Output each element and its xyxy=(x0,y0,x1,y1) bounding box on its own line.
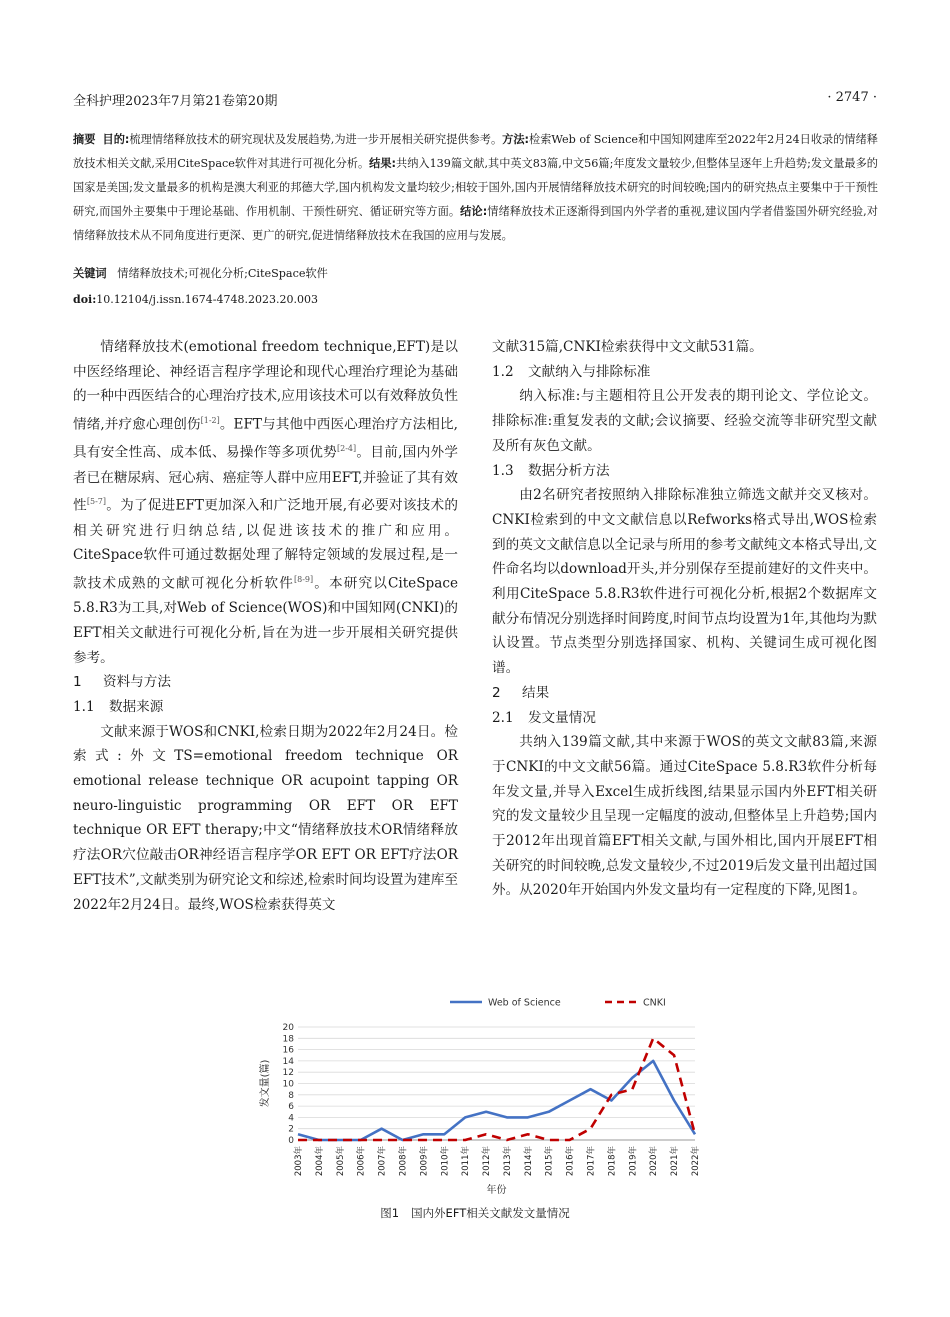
intro-text-1: 情绪释放技术(emotional freedom technique,EFT)是以中医经络理论、神经语言程序学理论和现代心理治疗理论为基础的一种中西医结合的心理治疗技术,应用该技术可以有效释放负性情绪,并疗愈心理创伤 xyxy=(73,339,458,433)
series-line-web-of-science xyxy=(298,1061,695,1140)
x-tick-label: 2007年 xyxy=(377,1146,388,1177)
subsection-number: 1.2 xyxy=(492,363,514,380)
method-text: 检索Web of Science和中国知网建库至2022年2月24日收录的情绪释放技术相关文献,采用CiteSpace软件对其进行可视化分析。 xyxy=(73,133,878,170)
doi-label: doi: xyxy=(73,293,97,306)
subsection-number: 1.1 xyxy=(73,698,95,715)
y-tick-label: 16 xyxy=(282,1045,294,1056)
x-tick-label: 2013年 xyxy=(502,1146,513,1177)
x-tick-label: 2016年 xyxy=(565,1146,576,1177)
objective-label: 目的: xyxy=(102,133,130,146)
y-tick-label: 0 xyxy=(288,1136,294,1146)
intro-paragraph xyxy=(73,335,458,670)
section-number: 1 xyxy=(73,674,82,691)
caption-number: 图1 xyxy=(380,1206,400,1220)
doi-value[interactable]: 10.12104/j.issn.1674-4748.2023.20.003 xyxy=(96,293,318,306)
citation[interactable]: [8-9] xyxy=(294,574,314,584)
publication-volume-paragraph: 共纳入139篇文献,其中来源于WOS的英文文献83篇,来源于CNKI的中文文献56篇。通过CiteSpace 5.8.R3软件分析每年发文量,并导入Excel生成折线图,结果显示国内外EFT相关研究的发文量较少且呈现一定幅度的波动,但整体呈上升趋势;国内于2012年出现首篇EFT相关文献,与国外相比,国内开展EFT相关研究的时间较晚,总发文量较少,不过2019后发文量刊出超过国外。从2020年开始国内外发文量均有一定程度的下降,见图1。 xyxy=(492,734,877,899)
keywords-text: 情绪释放技术;可视化分析;CiteSpace软件 xyxy=(117,267,328,280)
legend-label: CNKI xyxy=(643,997,666,1009)
x-tick-label: 2008年 xyxy=(398,1146,409,1177)
data-source-continuation: 文献315篇,CNKI检索获得中文文献531篇。 xyxy=(492,339,763,355)
left-column xyxy=(73,335,458,917)
x-tick-label: 2021年 xyxy=(670,1146,681,1177)
subsection-heading xyxy=(492,706,877,731)
line-chart xyxy=(255,990,715,1205)
legend-label: Web of Science xyxy=(488,997,561,1009)
objective-text: 梳理情绪释放技术的研究现状及发展趋势,为进一步开展相关研究提供参考。 xyxy=(129,133,503,146)
y-tick-label: 8 xyxy=(288,1090,294,1101)
method-label: 方法: xyxy=(502,133,530,146)
citation[interactable]: [2-4] xyxy=(337,444,357,454)
abstract-label: 摘要 xyxy=(73,133,96,146)
y-tick-label: 18 xyxy=(282,1034,294,1045)
x-tick-label: 2015年 xyxy=(544,1146,555,1177)
x-axis-title: 年份 xyxy=(486,1185,507,1196)
figure-caption xyxy=(0,1205,950,1221)
x-tick-label: 2022年 xyxy=(691,1146,701,1177)
y-tick-label: 6 xyxy=(288,1102,294,1113)
keywords xyxy=(73,264,878,284)
result-text: 共纳入139篇文献,其中英文83篇,中文56篇;年度发文量较少,但整体呈逐年上升趋势;发文量最多的国家是美国;发文量最多的机构是澳大利亚的邦德大学,国内机构发文量均较少;相较于国外,国内开展情绪释放技术研究的时间较晚;国内的研究热点主要集中于干预性研究,而国外主要集中于理论基础、作用机制、干预性研究、循证研究等方面。 xyxy=(73,157,878,218)
x-tick-label: 2006年 xyxy=(356,1146,367,1177)
figure-1 xyxy=(255,990,715,1205)
y-tick-label: 10 xyxy=(282,1079,294,1090)
right-column xyxy=(492,335,877,903)
x-tick-label: 2003年 xyxy=(294,1146,304,1177)
subsection-heading xyxy=(73,695,458,720)
subsection-number: 1.3 xyxy=(492,462,514,479)
section-title: 结果 xyxy=(522,684,550,701)
x-tick-label: 2005年 xyxy=(335,1146,346,1177)
analysis-paragraph: 由2名研究者按照纳入排除标准独立筛选文献并交叉核对。CNKI检索到的中文文献信息以Refworks格式导出,WOS检索到的英文文献信息以全记录与所用的参考文献纯文本格式导出,文件命名均以download开头,并分别保存至提前建好的文件夹中。利用CiteSpace 5.8.R3软件进行可视化分析,根据2个数据库文献分布情况分别选择时间跨度,时间节点均设置为1年,其他均为默认设置。节点类型分别选择国家、机构、关键词生成可视化图谱。 xyxy=(492,487,877,677)
abstract xyxy=(73,128,878,248)
data-source-paragraph: 文献来源于WOS和CNKI,检索日期为2022年2月24日。检索式:外文TS=emotional freedom technique OR emotional release technique OR acupoint tapping OR neuro-linguistic programming OR EFT OR EFT technique OR EFT therapy;中文“情绪释放技术OR情绪释放疗法OR穴位敲击OR神经语言程序学OR EFT OR EFT疗法OR EFT技术”,文献类别为研究论文和综述,检索时间均设置为建库至2022年2月24日。最终,WOS检索获得英文 xyxy=(73,723,458,913)
intro-text-2: 。EFT与其他中西医心理治疗方法相比,具有安全性高、成本低、易操作等多项优势 xyxy=(73,416,458,461)
section-title: 资料与方法 xyxy=(103,674,171,691)
doi xyxy=(73,290,878,310)
caption-text: 国内外EFT相关文献发文量情况 xyxy=(411,1206,570,1220)
y-tick-label: 4 xyxy=(288,1113,294,1124)
keywords-label: 关键词 xyxy=(73,267,107,280)
intro-text-4: 。为了促进EFT更加深入和广泛地开展,有必要对该技术的相关研究进行归纳总结,以促进该技术的推广和应用。CiteSpace软件可通过数据处理了解特定领域的发展过程,是一款技术成熟的文献可视化分析软件 xyxy=(73,497,458,592)
subsection-heading xyxy=(492,459,877,484)
series-line-cnki xyxy=(298,1038,695,1140)
result-label: 结果: xyxy=(369,157,396,170)
section-heading xyxy=(73,670,458,695)
section-heading xyxy=(492,681,877,706)
criteria-paragraph: 纳入标准:与主题相符且公开发表的期刊论文、学位论文。排除标准:重复发表的文献;会议摘要、经验交流等非研究型文献及所有灰色文献。 xyxy=(492,388,877,454)
citation[interactable]: [5-7] xyxy=(86,497,106,507)
subsection-title: 发文量情况 xyxy=(528,709,596,726)
x-tick-label: 2004年 xyxy=(314,1146,325,1177)
subsection-title: 数据来源 xyxy=(109,698,164,715)
x-tick-label: 2011年 xyxy=(461,1146,472,1177)
page-header xyxy=(73,90,877,110)
conclusion-label: 结论: xyxy=(460,205,488,218)
x-tick-label: 2018年 xyxy=(607,1146,618,1177)
citation[interactable]: [1-2] xyxy=(200,416,220,426)
page-number: · 2747 · xyxy=(827,90,877,105)
x-tick-label: 2014年 xyxy=(523,1146,534,1177)
subsection-number: 2.1 xyxy=(492,709,514,726)
x-tick-label: 2020年 xyxy=(649,1146,660,1177)
y-axis-title: 发文量(篇) xyxy=(260,1059,271,1108)
intro-text-3: 。目前,国内外学者已在糖尿病、冠心病、癌症等人群中应用EFT,并验证了其有效性 xyxy=(73,444,459,514)
subsection-title: 数据分析方法 xyxy=(528,462,610,479)
x-tick-label: 2017年 xyxy=(586,1146,597,1177)
journal-info: 全科护理2023年7月第21卷第20期 xyxy=(73,94,278,109)
x-tick-label: 2010年 xyxy=(440,1146,451,1177)
x-tick-label: 2012年 xyxy=(482,1146,493,1177)
x-tick-label: 2019年 xyxy=(628,1146,639,1177)
conclusion-text: 情绪释放技术正逐渐得到国内外学者的重视,建议国内学者借鉴国外研究经验,对情绪释放技术从不同角度进行更深、更广的研究,促进情绪释放技术在我国的应用与发展。 xyxy=(73,205,878,242)
intro-text-5: 。本研究以CiteSpace 5.8.R3为工具,对Web of Science(WOS)和中国知网(CNKI)的EFT相关文献进行可视化分析,旨在为进一步开展相关研究提供参考。 xyxy=(73,575,458,666)
subsection-title: 文献纳入与排除标准 xyxy=(528,363,651,380)
y-tick-label: 12 xyxy=(282,1068,294,1079)
y-tick-label: 14 xyxy=(282,1056,294,1067)
section-number: 2 xyxy=(492,684,501,701)
subsection-heading xyxy=(492,360,877,385)
y-tick-label: 20 xyxy=(282,1023,294,1033)
y-tick-label: 2 xyxy=(288,1124,294,1135)
x-tick-label: 2009年 xyxy=(419,1146,430,1177)
